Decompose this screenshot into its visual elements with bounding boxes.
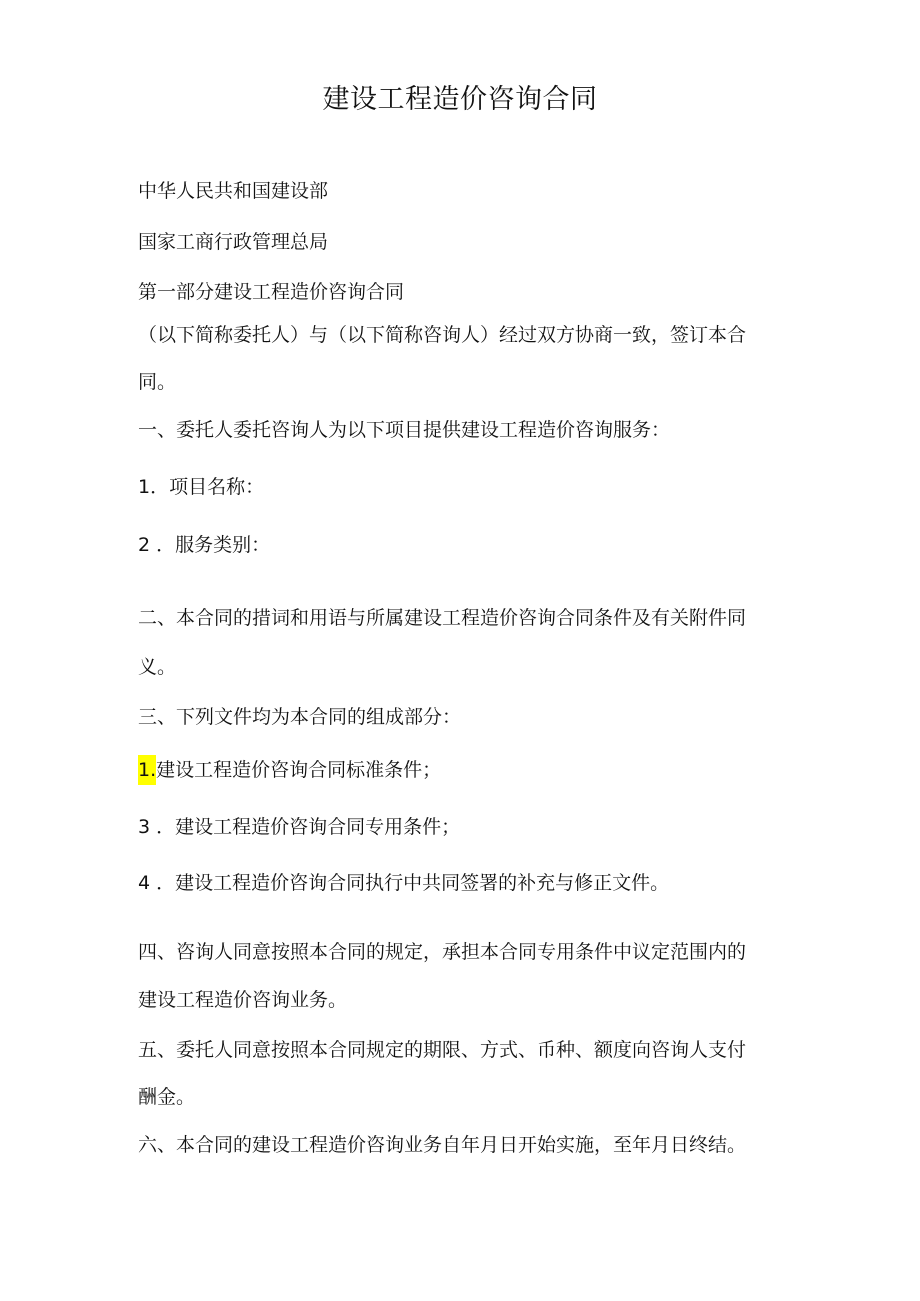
document-title: 建设工程造价咨询合同: [322, 84, 598, 115]
clause-two-line-2: 义。: [138, 656, 177, 678]
clause-five-line-1: 五、委托人同意按照本合同规定的期限、方式、币种、额度向咨询人支付: [138, 1039, 747, 1061]
clause-four-line-1: 四、咨询人同意按照本合同的规定，承担本合同专用条件中议定范围内的: [138, 941, 747, 963]
clause-three: 三、下列文件均为本合同的组成部分：: [138, 706, 462, 728]
document-item-3: 3 ．建设工程造价咨询合同专用条件；: [138, 816, 461, 838]
clause-five-line-2: 酬金。: [138, 1086, 196, 1108]
item-project-name: 1．项目名称：: [138, 476, 265, 498]
clause-four-line-2: 建设工程造价咨询业务。: [138, 989, 348, 1011]
clause-six: 六、本合同的建设工程造价咨询业务自年月日开始实施，至年月日终结。: [138, 1134, 747, 1156]
document-item-4: 4 ．建设工程造价咨询合同执行中共同签署的补充与修正文件。: [138, 872, 670, 894]
clause-one: 一、委托人委托咨询人为以下项目提供建设工程造价咨询服务：: [138, 419, 671, 441]
issuer-ministry: 中华人民共和国建设部: [138, 180, 329, 202]
document-item-1-text: 建设工程造价咨询合同标准条件；: [156, 759, 442, 781]
preamble-line-2: 同。: [138, 371, 177, 393]
part-one-heading: 第一部分建设工程造价咨询合同: [138, 281, 405, 303]
highlighted-number: 1.: [138, 755, 156, 785]
document-item-1: [138, 755, 441, 785]
clause-two-line-1: 二、本合同的措词和用语与所属建设工程造价咨询合同条件及有关附件同: [138, 607, 747, 629]
preamble-line-1: （以下简称委托人）与（以下简称咨询人）经过双方协商一致，签订本合: [138, 324, 747, 346]
item-service-category: 2 ．服务类别：: [138, 534, 271, 556]
issuer-bureau: 国家工商行政管理总局: [138, 231, 329, 253]
